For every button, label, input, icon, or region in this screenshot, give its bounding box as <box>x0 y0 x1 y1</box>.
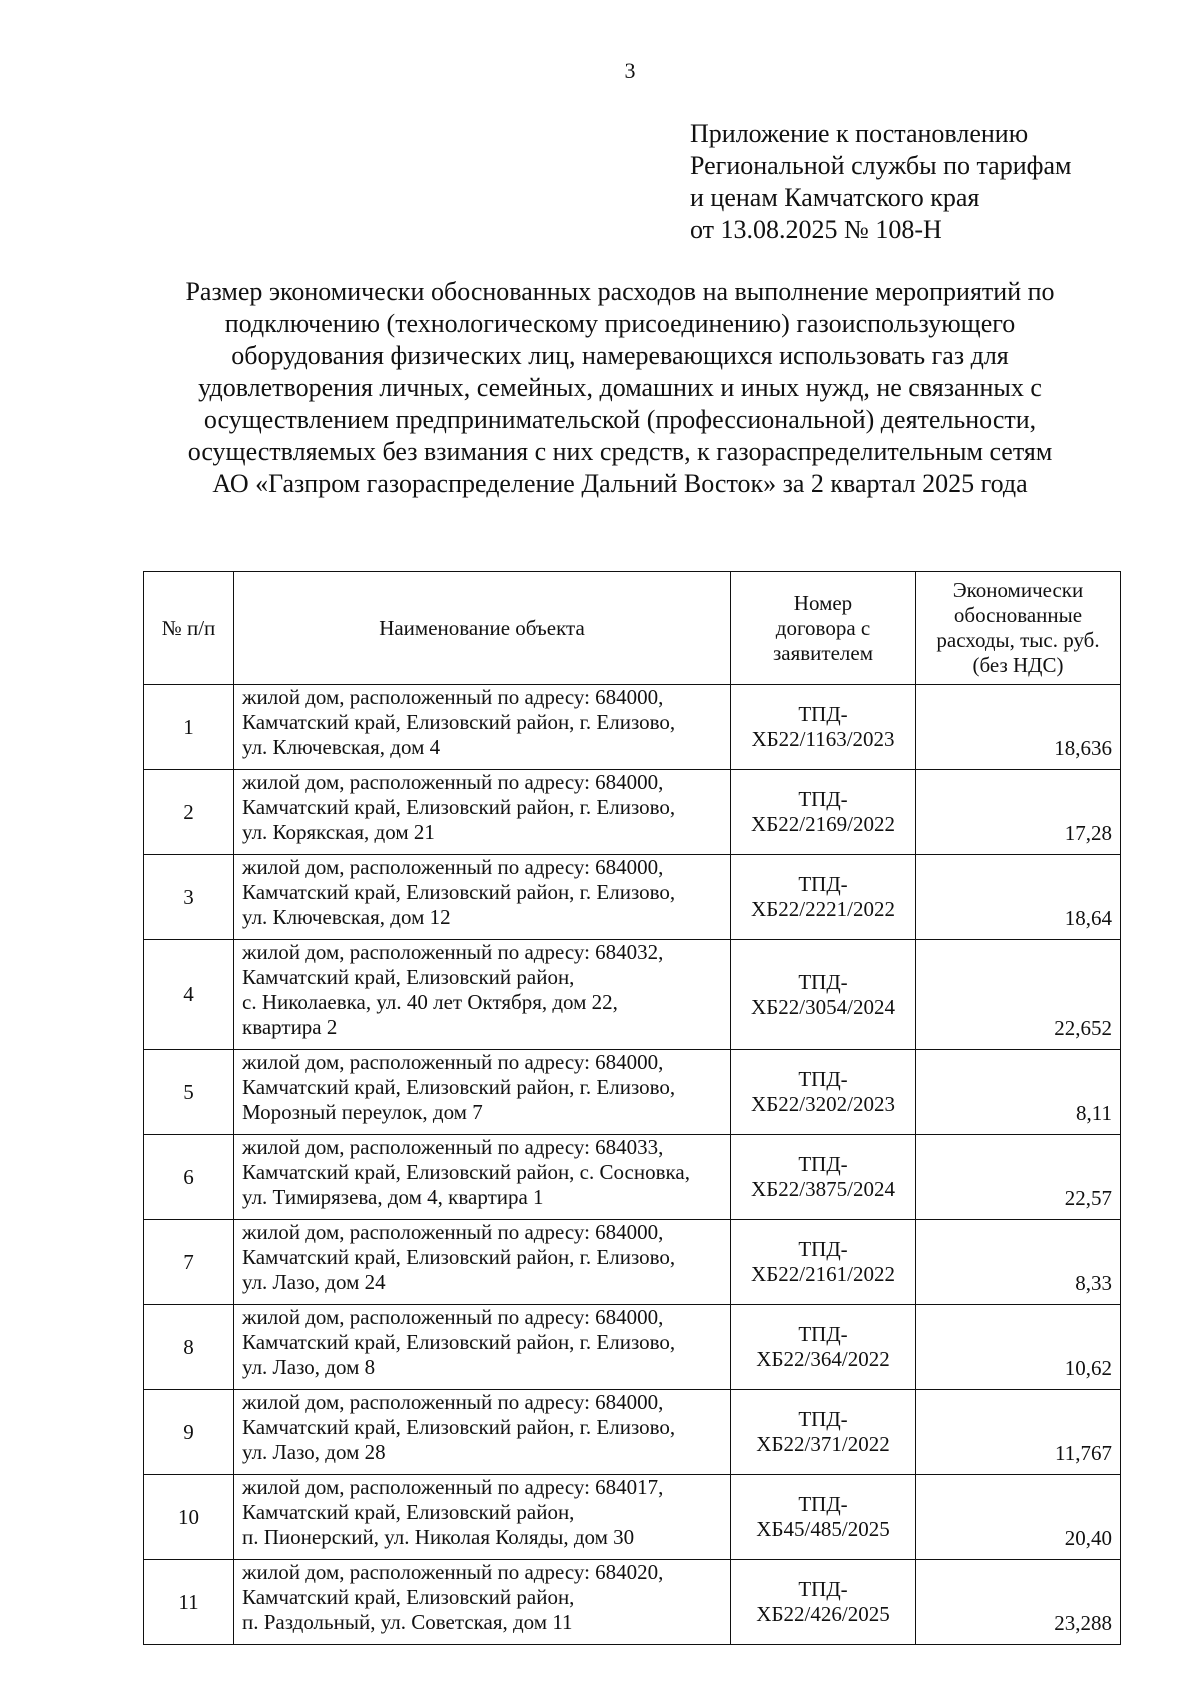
table-row <box>144 1475 1121 1560</box>
row-contract-line: ТПД- <box>798 969 848 994</box>
row-contract-line: ТПД- <box>798 702 848 726</box>
row-object-line: жилой дом, расположенный по адресу: 684032, <box>242 940 664 964</box>
row-cost: 11,767 <box>916 1390 1121 1475</box>
row-object-line: Камчатский край, Елизовский район, г. Елизово, <box>242 710 676 734</box>
appendix-line: Приложение к постановлению <box>690 119 1029 148</box>
row-object-line: Камчатский край, Елизовский район, г. Елизово, <box>242 1245 676 1269</box>
row-object-line: ул. Ключевская, дом 12 <box>242 905 451 929</box>
row-object <box>234 1390 731 1475</box>
row-object <box>234 1560 731 1645</box>
row-object <box>234 685 731 770</box>
row-object-line: ул. Лазо, дом 28 <box>242 1440 386 1464</box>
row-object-line: ул. Ключевская, дом 4 <box>242 735 441 759</box>
row-cost: 17,28 <box>916 770 1121 855</box>
row-object-line: квартира 2 <box>242 1015 338 1039</box>
row-num: 5 <box>144 1050 234 1135</box>
row-contract-line: ТПД- <box>798 787 848 811</box>
page-number: 3 <box>624 58 636 83</box>
row-object <box>234 1305 731 1390</box>
row-object <box>234 1135 731 1220</box>
row-contract-line: ТПД- <box>798 1237 848 1261</box>
table-row <box>144 855 1121 940</box>
row-object-line: Камчатский край, Елизовский район, г. Елизово, <box>242 880 676 904</box>
row-contract-line: ТПД- <box>798 1067 848 1091</box>
row-cost: 22,57 <box>916 1135 1121 1220</box>
row-object-line: Камчатский край, Елизовский район, г. Елизово, <box>242 1075 676 1099</box>
table-row <box>144 770 1121 855</box>
appendix-line: от 13.08.2025 № 108-Н <box>690 215 942 244</box>
row-object-line: жилой дом, расположенный по адресу: 684033, <box>242 1135 664 1159</box>
row-contract <box>731 1560 916 1645</box>
row-object-line: ул. Тимирязева, дом 4, квартира 1 <box>242 1185 544 1209</box>
row-contract <box>731 855 916 940</box>
row-contract-line: ТПД- <box>798 1152 848 1176</box>
table-body <box>144 685 1121 1645</box>
row-object-line: жилой дом, расположенный по адресу: 684000, <box>242 1050 664 1074</box>
row-num: 11 <box>144 1560 234 1645</box>
title-line: оборудования физических лиц, намеревающихся использовать газ для <box>231 341 1009 370</box>
row-object-line: ул. Корякская, дом 21 <box>242 820 435 844</box>
row-cost: 23,288 <box>916 1560 1121 1645</box>
table-row <box>144 1390 1121 1475</box>
row-cost: 20,40 <box>916 1475 1121 1560</box>
header-cost-line: обоснованные <box>953 603 1083 627</box>
row-object-line: Камчатский край, Елизовский район, <box>242 1585 575 1609</box>
title-line: подключению (технологическому присоединению) газоиспользующего <box>224 309 1016 338</box>
row-contract-line: ХБ22/1163/2023 <box>751 727 895 751</box>
row-num: 9 <box>144 1390 234 1475</box>
title-line: АО «Газпром газораспределение Дальний Восток» за 2 квартал 2025 года <box>212 469 1028 498</box>
table-header-row <box>144 572 1121 685</box>
header-contract-line: договора с <box>775 615 871 640</box>
row-contract <box>731 1220 916 1305</box>
row-contract-line: ХБ22/2169/2022 <box>751 812 895 836</box>
row-contract-line: ХБ22/2221/2022 <box>751 897 895 921</box>
row-object <box>234 940 731 1050</box>
row-num: 10 <box>144 1475 234 1560</box>
row-cost: 10,62 <box>916 1305 1121 1390</box>
header-cost-line: (без НДС) <box>972 653 1064 677</box>
row-contract-line: ТПД- <box>798 1407 848 1431</box>
row-object-line: жилой дом, расположенный по адресу: 684000, <box>242 685 664 709</box>
row-object <box>234 1475 731 1560</box>
row-contract-line: ХБ22/3202/2023 <box>751 1092 895 1116</box>
row-object-line: ул. Лазо, дом 8 <box>242 1355 376 1379</box>
row-contract <box>731 940 916 1050</box>
row-object-line: жилой дом, расположенный по адресу: 684000, <box>242 1305 664 1329</box>
row-object-line: жилой дом, расположенный по адресу: 684000, <box>242 855 664 879</box>
row-contract-line: ТПД- <box>798 1492 848 1516</box>
row-num: 7 <box>144 1220 234 1305</box>
table-row <box>144 1305 1121 1390</box>
row-object <box>234 770 731 855</box>
row-contract <box>731 1135 916 1220</box>
row-num: 2 <box>144 770 234 855</box>
row-contract-line: ХБ22/2161/2022 <box>751 1262 895 1286</box>
row-object-line: жилой дом, расположенный по адресу: 684020, <box>242 1560 664 1584</box>
row-num: 4 <box>144 940 234 1050</box>
title-line: удовлетворения личных, семейных, домашних и иных нужд, не связанных с <box>198 373 1042 402</box>
table-row <box>144 1560 1121 1645</box>
row-object-line: п. Раздольный, ул. Советская, дом 11 <box>242 1610 573 1634</box>
row-num: 6 <box>144 1135 234 1220</box>
row-cost: 8,33 <box>916 1220 1121 1305</box>
table-row <box>144 685 1121 770</box>
row-num: 1 <box>144 685 234 770</box>
header-contract-line: Номер <box>793 590 853 615</box>
row-contract <box>731 1305 916 1390</box>
appendix-line: и ценам Камчатского края <box>690 183 980 212</box>
header-object: Наименование объекта <box>234 572 731 685</box>
row-contract-line: ТПД- <box>798 1577 848 1601</box>
row-object-line: ул. Лазо, дом 24 <box>242 1270 386 1294</box>
row-object <box>234 1220 731 1305</box>
row-contract-line: ТПД- <box>798 1322 848 1346</box>
row-cost: 8,11 <box>916 1050 1121 1135</box>
row-contract <box>731 1050 916 1135</box>
row-object-line: с. Николаевка, ул. 40 лет Октября, дом 22, <box>242 990 618 1014</box>
title-line: осуществляемых без взимания с них средств, к газораспределительным сетям <box>187 437 1053 466</box>
row-contract <box>731 770 916 855</box>
row-contract-line: ХБ22/3054/2024 <box>751 994 895 1019</box>
header-cost-line: расходы, тыс. руб. <box>936 628 1100 652</box>
document-title <box>120 276 1120 500</box>
table-row <box>144 1220 1121 1305</box>
row-object <box>234 1050 731 1135</box>
header-contract-line: заявителем <box>772 640 874 665</box>
row-object-line: п. Пионерский, ул. Николая Коляды, дом 30 <box>242 1525 635 1549</box>
row-object-line: Морозный переулок, дом 7 <box>242 1100 483 1124</box>
row-contract-line: ХБ45/485/2025 <box>756 1517 890 1541</box>
row-object-line: Камчатский край, Елизовский район, г. Елизово, <box>242 1415 676 1439</box>
row-object-line: Камчатский край, Елизовский район, <box>242 965 575 989</box>
row-contract <box>731 1390 916 1475</box>
row-contract-line: ХБ22/3875/2024 <box>751 1177 895 1201</box>
title-line: осуществлением предпринимательской (профессиональной) деятельности, <box>203 405 1037 434</box>
row-contract-line: ХБ22/426/2025 <box>756 1602 890 1626</box>
row-cost: 22,652 <box>916 940 1121 1050</box>
row-cost: 18,64 <box>916 855 1121 940</box>
row-contract <box>731 1475 916 1560</box>
row-contract-line: ХБ22/371/2022 <box>756 1432 890 1456</box>
row-object-line: жилой дом, расположенный по адресу: 684000, <box>242 770 664 794</box>
row-object-line: Камчатский край, Елизовский район, г. Елизово, <box>242 795 676 819</box>
row-object-line: жилой дом, расположенный по адресу: 684000, <box>242 1390 664 1414</box>
header-num: № п/п <box>144 572 234 685</box>
row-object-line: Камчатский край, Елизовский район, с. Сосновка, <box>242 1160 690 1184</box>
row-object-line: Камчатский край, Елизовский район, <box>242 1500 575 1524</box>
row-contract <box>731 685 916 770</box>
row-num: 8 <box>144 1305 234 1390</box>
appendix-block <box>690 118 1071 246</box>
header-contract <box>731 572 916 685</box>
row-object-line: жилой дом, расположенный по адресу: 684017, <box>242 1475 664 1499</box>
table-row <box>144 1050 1121 1135</box>
appendix-line: Региональной службы по тарифам <box>690 151 1072 180</box>
table-row <box>144 1135 1121 1220</box>
header-cost-line: Экономически <box>952 578 1084 602</box>
title-line: Размер экономически обоснованных расходов на выполнение мероприятий по <box>185 277 1055 306</box>
costs-table <box>143 571 1121 1645</box>
row-object-line: жилой дом, расположенный по адресу: 684000, <box>242 1220 664 1244</box>
header-cost <box>916 572 1121 685</box>
row-num: 3 <box>144 855 234 940</box>
row-contract-line: ХБ22/364/2022 <box>756 1347 890 1371</box>
row-contract-line: ТПД- <box>798 872 848 896</box>
table-row <box>144 940 1121 1050</box>
row-object-line: Камчатский край, Елизовский район, г. Елизово, <box>242 1330 676 1354</box>
row-cost: 18,636 <box>916 685 1121 770</box>
row-object <box>234 855 731 940</box>
